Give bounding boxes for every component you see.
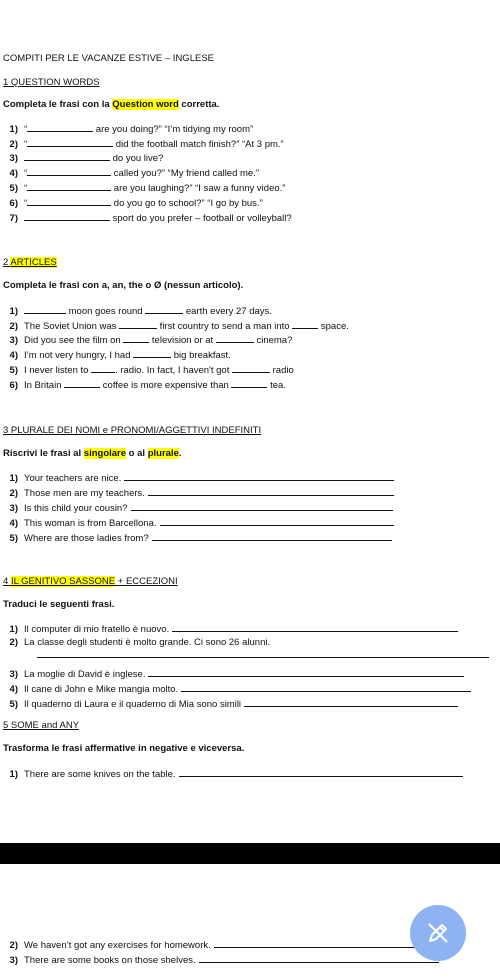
item-text: radio (270, 365, 294, 376)
item-text: Where are those ladies from? (24, 533, 149, 544)
list-item (4, 471, 424, 484)
item-text: . radio. In fact, I haven't got (115, 365, 232, 376)
section-1-heading: 1 QUESTION WORDS (3, 77, 100, 88)
item-text: coffee is more expensive than (100, 380, 232, 391)
answer-blank[interactable] (292, 319, 318, 329)
answer-blank[interactable] (64, 378, 100, 388)
item-text: big breakfast. (171, 350, 231, 361)
answer-blank[interactable] (123, 333, 149, 343)
item-text: “ (24, 124, 28, 135)
item-text: Those men are my teachers. (24, 488, 145, 499)
item-number: 5) (9, 183, 18, 194)
list-item (4, 181, 285, 194)
answer-line[interactable] (160, 516, 394, 526)
highlighted-term: Question word (112, 99, 179, 110)
item-text: Il quaderno di Laura e il quaderno di Mia sono simili (24, 699, 242, 710)
item-number: 2) (9, 940, 18, 951)
list-item (4, 622, 458, 635)
highlighted-term: IL GENITIVO SASSONE (10, 576, 116, 587)
section-4-heading (3, 576, 178, 587)
item-number: 3) (9, 153, 18, 164)
answer-blank[interactable] (27, 196, 111, 206)
answer-blank[interactable] (145, 304, 183, 314)
answer-blank[interactable] (119, 319, 157, 329)
item-text: are you laughing?” “I saw a funny video.” (111, 183, 286, 194)
item-number: 6) (9, 380, 18, 391)
item-text: La classe degli studenti è molto grande. Ci sono 26 alunni. (24, 637, 271, 648)
heading-text: + ECCEZIONI (115, 576, 178, 587)
item-number: 5) (9, 365, 18, 376)
item-text: cinema? (253, 335, 293, 346)
list-item (4, 122, 253, 135)
section-1-instruction (3, 99, 219, 110)
item-number: 4) (9, 684, 18, 695)
list-item (4, 348, 231, 361)
section-2-instruction: Completa le frasi con a, an, the o Ø (nessun articolo). (3, 280, 244, 291)
item-number: 1) (9, 624, 18, 635)
answer-line[interactable] (181, 682, 471, 692)
item-text: We haven’t got any exercises for homework. (24, 940, 211, 951)
answer-line[interactable] (131, 501, 393, 511)
answer-line[interactable] (37, 657, 489, 658)
item-text: I never listen to (24, 365, 92, 376)
item-text: tea. (267, 380, 286, 391)
list-item (4, 531, 392, 544)
item-text: earth every 27 days. (183, 306, 272, 317)
item-text: Your teachers are nice. (24, 473, 122, 484)
answer-blank[interactable] (231, 378, 267, 388)
item-text: The Soviet Union was (24, 321, 120, 332)
item-number: 3) (9, 503, 18, 514)
item-number: 2) (9, 637, 18, 648)
list-item (4, 953, 439, 966)
list-item (4, 682, 471, 695)
item-text: moon goes round (66, 306, 146, 317)
item-text: called you?” “My friend called me.” (111, 168, 260, 179)
item-text: There are some knives on the table. (24, 769, 176, 780)
section-3-instruction (3, 448, 182, 459)
list-item (4, 667, 464, 680)
item-number: 1) (9, 769, 18, 780)
item-text: Did you see the film on (24, 335, 124, 346)
item-number: 2) (9, 488, 18, 499)
item-text: sport do you prefer – football or volleyball? (110, 213, 292, 224)
item-text: There are some books on those shelves. (24, 955, 196, 966)
list-item (4, 166, 259, 179)
answer-line[interactable] (148, 667, 464, 677)
list-item (4, 333, 292, 346)
item-number: 4) (9, 350, 18, 361)
pencil-edit-icon (425, 920, 451, 946)
item-text: Il cane di John e Mike mangia molto. (24, 684, 179, 695)
item-text: “ (24, 139, 28, 150)
item-number: 3) (9, 669, 18, 680)
answer-blank[interactable] (24, 211, 110, 221)
section-5-heading: 5 SOME and ANY (3, 720, 80, 731)
answer-line[interactable] (244, 697, 458, 707)
answer-blank[interactable] (27, 166, 111, 176)
instruction-text: o al (126, 448, 148, 459)
list-item (4, 516, 394, 529)
answer-blank[interactable] (27, 137, 113, 147)
section-2-heading (3, 257, 57, 268)
edit-fab-button[interactable] (410, 905, 466, 961)
list-item (4, 319, 349, 332)
item-number: 1) (9, 124, 18, 135)
section-5-instruction: Trasforma le frasi affermative in negative e viceversa. (3, 743, 245, 754)
item-number: 4) (9, 518, 18, 529)
list-item (4, 501, 393, 514)
list-item (4, 767, 463, 780)
answer-blank[interactable] (27, 122, 93, 132)
instruction-text: Completa le frasi con la (3, 99, 113, 110)
instruction-text: . (178, 448, 182, 459)
highlighted-term: singolare (83, 448, 127, 459)
item-number: 6) (9, 198, 18, 209)
answer-line[interactable] (179, 767, 463, 777)
section-3-heading: 3 PLURALE DEI NOMI e PRONOMI/AGGETTIVI INDEFINITI (3, 425, 262, 436)
item-number: 3) (9, 335, 18, 346)
list-item (4, 137, 284, 150)
item-text: “ (24, 168, 28, 179)
section-4-instruction: Traduci le seguenti frasi. (3, 599, 115, 610)
item-number: 5) (9, 699, 18, 710)
item-text: do you live? (110, 153, 164, 164)
list-item (4, 486, 394, 499)
item-text: are you doing?” “I’m tidying my room” (93, 124, 254, 135)
list-item (4, 697, 458, 710)
item-text: I’m not very hungry, I had (24, 350, 134, 361)
item-text: In Britain (24, 380, 65, 391)
answer-blank[interactable] (91, 363, 115, 373)
item-text: did the football match finish?” “At 3 pm.” (113, 139, 284, 150)
answer-blank[interactable] (27, 181, 111, 191)
item-text: “ (24, 183, 28, 194)
item-number: 3) (9, 955, 18, 966)
item-number: 4) (9, 168, 18, 179)
heading-number: 2 (3, 257, 11, 268)
instruction-text: Riscrivi le frasi al (3, 448, 84, 459)
item-text: first country to send a man into (157, 321, 293, 332)
list-item (4, 196, 263, 209)
item-number: 7) (9, 213, 18, 224)
answer-line[interactable] (172, 622, 458, 632)
item-number: 2) (9, 321, 18, 332)
item-number: 1) (9, 473, 18, 484)
list-item (4, 363, 294, 376)
list-item (4, 304, 272, 317)
document-title: COMPITI PER LE VACANZE ESTIVE – INGLESE (3, 53, 214, 64)
item-text: Is this child your cousin? (24, 503, 128, 514)
item-number: 2) (9, 139, 18, 150)
item-text: La moglie di David è inglese. (24, 669, 146, 680)
list-item (4, 637, 270, 648)
list-item (4, 938, 460, 951)
list-item (4, 211, 292, 224)
answer-blank[interactable] (133, 348, 171, 358)
list-item (4, 378, 286, 391)
item-text: do you go to school?” “I go by bus.” (111, 198, 263, 209)
item-text: This woman is from Barcellona. (24, 518, 157, 529)
item-number: 1) (9, 306, 18, 317)
answer-blank[interactable] (24, 304, 66, 314)
answer-blank[interactable] (232, 363, 270, 373)
list-item (4, 151, 163, 164)
highlighted-term: plurale (147, 448, 179, 459)
answer-blank[interactable] (216, 333, 254, 343)
answer-line[interactable] (148, 486, 394, 496)
item-text: Il computer di mio fratello è nuovo. (24, 624, 170, 635)
highlighted-term: ARTICLES (10, 257, 57, 268)
page-break-bar (0, 843, 500, 864)
item-text: television or at (149, 335, 216, 346)
item-text: space. (318, 321, 349, 332)
heading-number: 4 (3, 576, 11, 587)
answer-line[interactable] (199, 953, 439, 963)
answer-line[interactable] (124, 471, 394, 481)
answer-line[interactable] (152, 531, 392, 541)
item-number: 5) (9, 533, 18, 544)
answer-blank[interactable] (24, 151, 110, 161)
item-text: “ (24, 198, 28, 209)
instruction-text: corretta. (178, 99, 220, 110)
